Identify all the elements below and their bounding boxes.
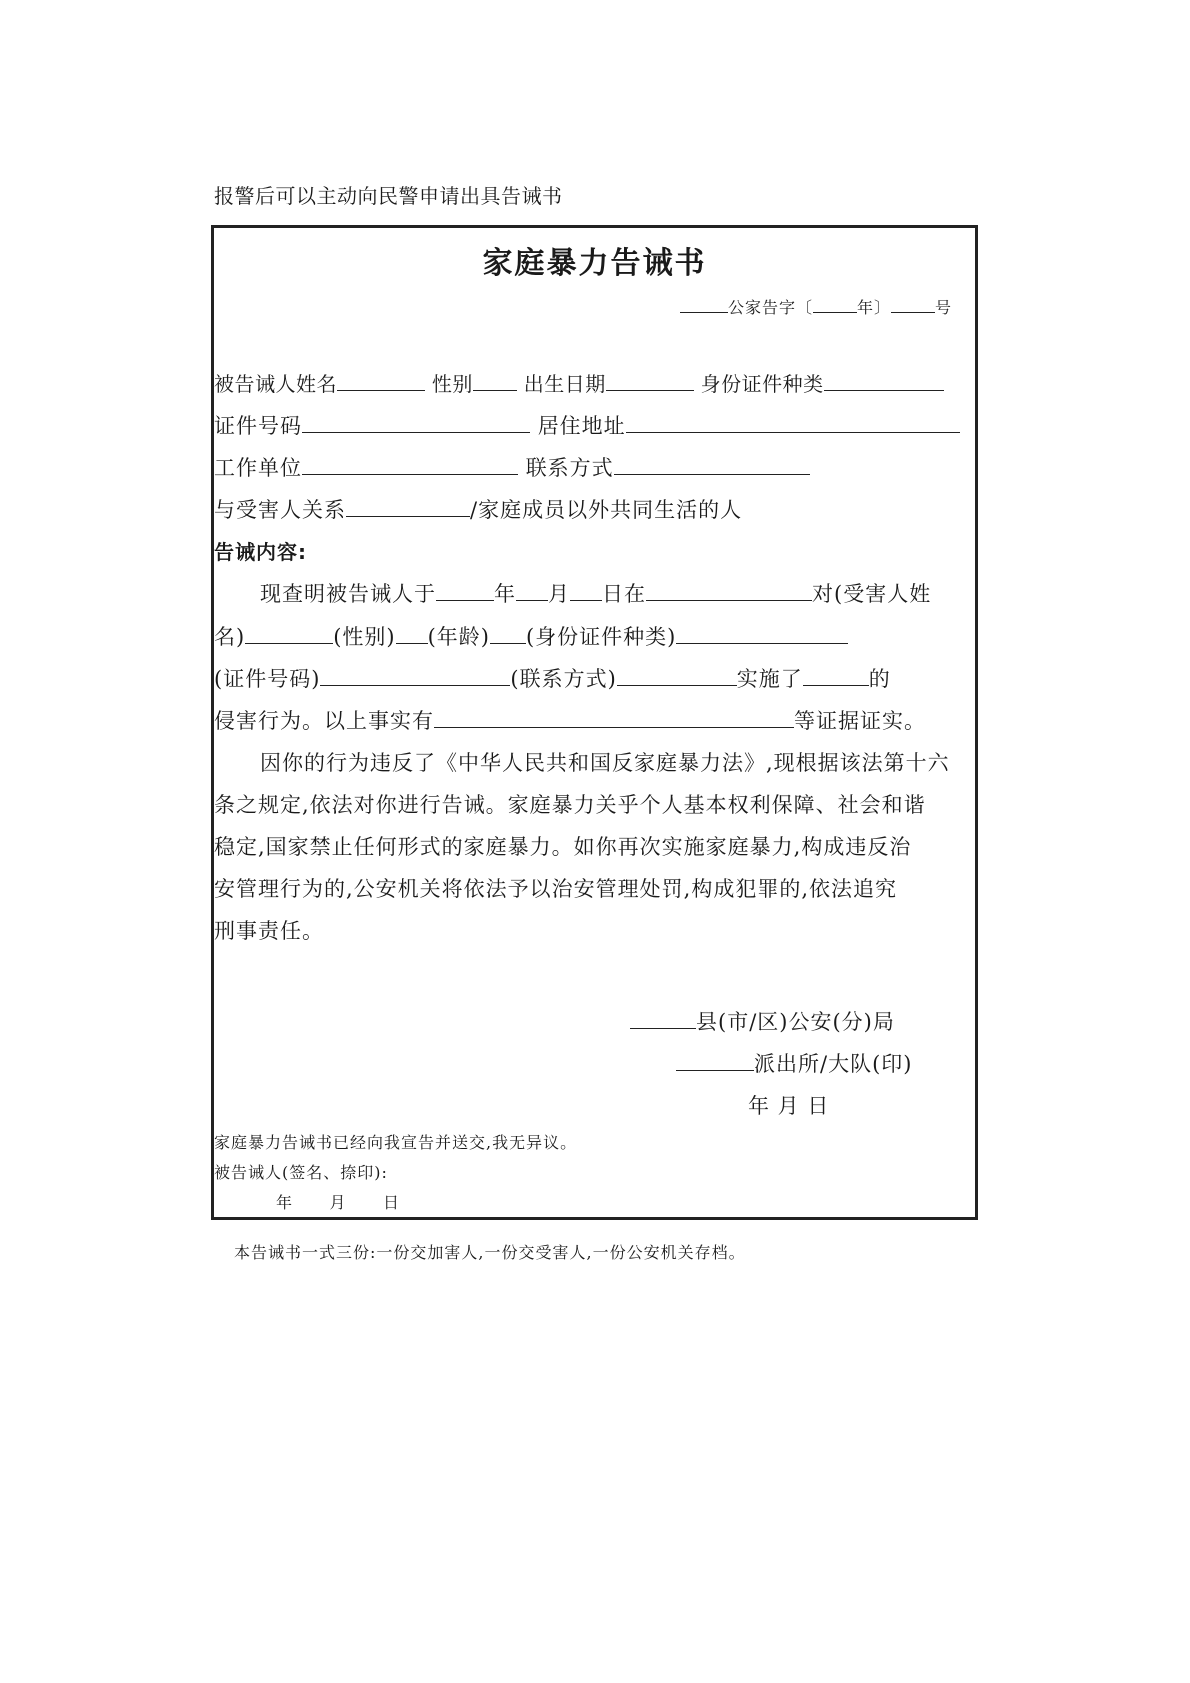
footnote: 本告诫书一式三份:一份交加害人,一份交受害人,一份公安机关存档。 [234,1243,746,1262]
para1-l2d: (身份证件种类) [525,625,677,649]
label-work: 工作单位 [214,456,302,480]
para1-l3a: (证件号码) [214,667,321,691]
label-address: 居住地址 [537,414,626,438]
content-heading: 告诫内容: [214,540,307,564]
address-blank[interactable] [626,414,960,433]
para1-line2 [214,621,848,651]
station-blank[interactable] [676,1052,754,1071]
doc-number-mid: 公家告字〔 [728,298,814,317]
para1-victim: 对(受害人姓 [812,582,932,606]
county-blank[interactable] [630,1010,696,1029]
notice-form [211,225,978,1220]
label-id-type: 身份证件种类 [700,372,824,396]
label-relation: 与受害人关系 [214,498,346,522]
label-contact: 联系方式 [525,456,614,480]
victim-gender-blank[interactable] [396,625,428,644]
date-day-blank[interactable] [570,582,602,601]
id-no-blank[interactable] [302,414,530,433]
row-personal-info [214,368,944,397]
victim-name-blank[interactable] [245,625,333,644]
para1-line4 [214,705,926,735]
doc-number-end: 号 [935,298,953,317]
para2-line1: 因你的行为违反了《中华人民共和国反家庭暴力法》,现根据该法第十六 [260,751,950,775]
evidence-blank[interactable] [434,709,794,728]
doc-seq-blank[interactable] [891,294,935,313]
para1-l2b: (性别) [333,625,396,649]
victim-id-type-blank[interactable] [676,625,848,644]
para2-line3: 稳定,国家禁止任何形式的家庭暴力。如你再次实施家庭暴力,构成违反治 [214,835,912,859]
victim-age-blank[interactable] [490,625,526,644]
relation-alt: /家庭成员以外共同生活的人 [470,498,743,522]
issuer-station-text: 派出所/大队(印) [754,1052,913,1076]
relation-blank[interactable] [346,498,470,517]
para2-line4: 安管理行为的,公安机关将依法予以治安管理处罚,构成犯罪的,依法追究 [214,877,898,901]
issuer-bureau-text: 县(市/区)公安(分)局 [696,1010,895,1034]
victim-id-no-blank[interactable] [320,667,510,686]
gender-blank[interactable] [473,372,517,391]
contact-blank[interactable] [614,456,810,475]
para1-l4b: 等证据证实。 [794,709,926,733]
para1-line3 [214,663,891,693]
doc-number [680,294,952,318]
work-blank[interactable] [302,456,518,475]
place-blank[interactable] [646,582,812,601]
para2-line2: 条之规定,依法对你进行告诫。家庭暴力关乎个人基本权利保障、社会和谐 [214,793,926,817]
ack-line2: 被告诫人(签名、捺印): [214,1163,388,1182]
doc-number-year: 年〕 [857,298,892,317]
doc-year-blank[interactable] [813,294,857,313]
act-blank[interactable] [803,667,869,686]
issuer-bureau [630,1006,895,1036]
issue-date: 年 月 日 [748,1094,830,1118]
doc-prefix-blank[interactable] [680,294,728,313]
para1-year: 年 [494,582,516,606]
para1-l3d: 的 [868,667,891,691]
para1-l3c: 实施了 [736,667,803,691]
para1-month: 月 [548,582,570,606]
row-work-contact [214,452,810,482]
birth-blank[interactable] [606,372,694,391]
row-id-address [214,410,960,440]
ack-line1: 家庭暴力告诫书已经向我宣告并送交,我无异议。 [214,1133,578,1152]
para1-line1 [260,578,931,608]
label-name: 被告诫人姓名 [214,372,337,396]
label-id-no: 证件号码 [214,414,302,438]
name-blank[interactable] [337,372,425,391]
row-relation [214,494,742,524]
date-month-blank[interactable] [516,582,548,601]
para1-day: 日在 [602,582,646,606]
id-type-blank[interactable] [824,372,944,391]
intro-text: 报警后可以主动向民警申请出具告诫书 [214,184,563,208]
para1-l4a: 侵害行为。以上事实有 [214,709,434,733]
para2-line5: 刑事责任。 [214,919,324,943]
label-gender: 性别 [431,372,473,396]
label-birth: 出生日期 [523,372,606,396]
para1-l2c: (年龄) [427,625,490,649]
form-title: 家庭暴力告诫书 [482,246,707,281]
date-year-blank[interactable] [436,582,494,601]
issuer-station [676,1048,912,1078]
victim-contact-blank[interactable] [617,667,737,686]
para1-l3b: (联系方式) [510,667,617,691]
para1-text-a: 现查明被告诫人于 [260,582,436,606]
ack-date: 年 月 日 [276,1193,401,1212]
para1-l2a: 名) [214,625,246,649]
